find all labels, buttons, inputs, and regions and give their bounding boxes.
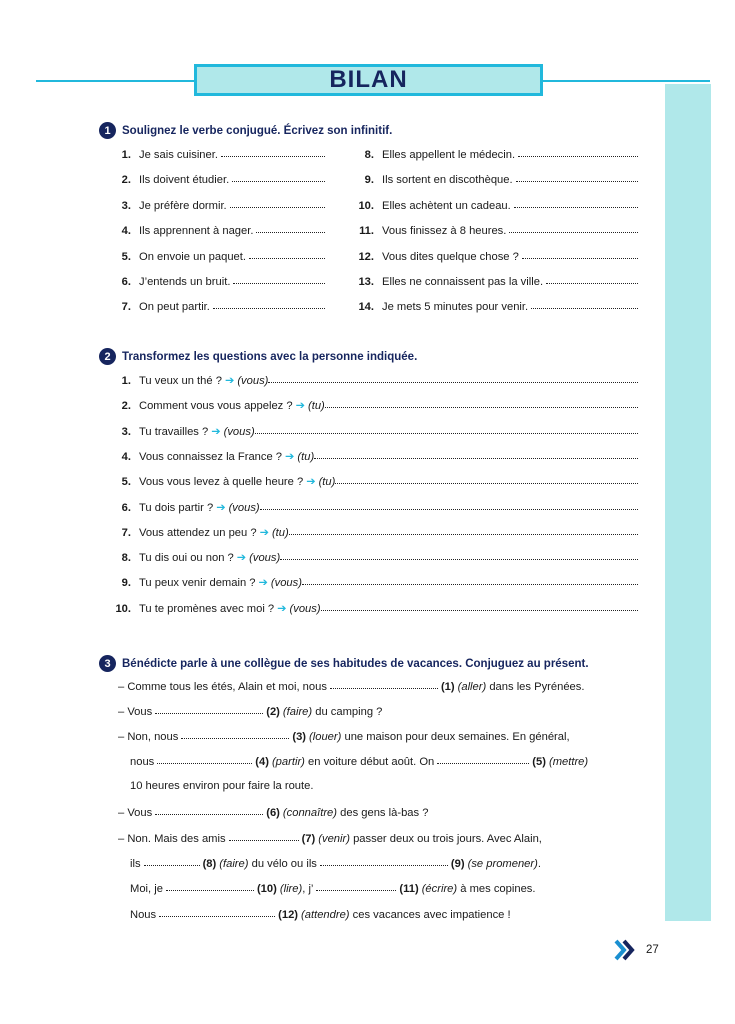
answer-line[interactable]: [518, 147, 638, 157]
dialogue-text: dans les Pyrénées.: [489, 681, 585, 693]
arrow-right-icon: ➔: [306, 476, 316, 489]
item-number: 12.: [358, 250, 374, 263]
exercise-1-item: [350, 224, 638, 237]
dialogue-text: , j’: [302, 883, 314, 895]
dialogue-text: – Vous: [118, 807, 153, 819]
exercise-2-item: [110, 602, 638, 615]
verb-hint: (venir): [318, 833, 350, 845]
item-number: 4.: [121, 225, 131, 238]
dialogue-text: Nous: [130, 909, 157, 921]
item-number: 8.: [121, 552, 131, 565]
header-rule-right: [543, 80, 710, 82]
exercise-2-item: [110, 576, 638, 589]
answer-line[interactable]: [325, 398, 638, 408]
answer-line[interactable]: [249, 249, 325, 259]
answer-line[interactable]: [289, 525, 638, 535]
blank-number: (2): [266, 706, 280, 718]
item-number: 10.: [358, 199, 374, 212]
item-number: 3.: [121, 199, 131, 212]
exercise-2-item: [110, 399, 638, 412]
exercise-instruction: Soulignez le verbe conjugué. Écrivez son infinitif.: [122, 124, 393, 137]
item-number: 9.: [121, 577, 131, 590]
exercise-instruction: Transformez les questions avec la personne indiquée.: [122, 350, 418, 363]
item-sentence: Je préfère dormir.: [139, 199, 227, 212]
answer-blank-4[interactable]: [157, 754, 252, 764]
arrow-right-icon: ➔: [259, 526, 269, 539]
exercise-1-item: [350, 148, 638, 161]
answer-blank-11[interactable]: [316, 881, 396, 891]
item-question: Tu travailles ?: [139, 425, 209, 438]
target-person: (tu): [271, 526, 289, 539]
dialogue-text: du vélo ou ils: [251, 858, 317, 870]
blank-number: (9): [450, 858, 465, 870]
item-sentence: On envoie un paquet.: [139, 250, 246, 263]
arrow-right-icon: ➔: [236, 552, 247, 565]
item-sentence: Ils apprennent à nager.: [139, 225, 254, 238]
verb-hint: (mettre): [548, 756, 589, 768]
item-number: 5.: [121, 476, 131, 489]
verb-hint: (faire): [219, 858, 249, 870]
exercise-2-item: [110, 425, 638, 438]
exercise-1-item: [350, 300, 638, 313]
answer-line[interactable]: [280, 550, 638, 560]
exercise-1-item: [350, 275, 638, 288]
dialogue-line-8: [130, 857, 541, 870]
target-person: (tu): [318, 476, 336, 489]
verb-hint: (attendre): [301, 909, 350, 921]
item-question: Comment vous vous appelez ?: [139, 400, 293, 413]
answer-line[interactable]: [268, 373, 638, 383]
dialogue-text: – Non, nous: [118, 731, 179, 743]
answer-blank-8[interactable]: [144, 856, 200, 866]
answer-blank-5[interactable]: [437, 754, 529, 764]
page-number: 27: [646, 944, 659, 956]
answer-blank-7[interactable]: [229, 831, 299, 841]
exercise-1-item: [110, 275, 325, 288]
verb-hint: (lire): [279, 883, 303, 895]
dialogue-text: ils: [130, 858, 141, 870]
dialogue-line-4: [130, 755, 588, 768]
exercise-3-heading: [99, 655, 589, 672]
blank-number: (11): [399, 883, 419, 895]
answer-line[interactable]: [522, 249, 638, 259]
dialogue-line-5: [130, 780, 313, 792]
dialogue-line-7: [118, 832, 542, 845]
item-number: 1.: [121, 149, 131, 161]
double-chevron-right-icon: [613, 939, 637, 961]
item-sentence: Vous dites quelque chose ?: [382, 250, 519, 263]
answer-line[interactable]: [516, 172, 638, 182]
arrow-right-icon: ➔: [216, 501, 226, 514]
blank-number: (8): [202, 858, 217, 870]
blank-number: (7): [301, 833, 316, 845]
item-question: Vous vous levez à quelle heure ?: [139, 476, 304, 489]
dialogue-text: nous: [130, 756, 155, 768]
answer-line[interactable]: [256, 223, 325, 233]
answer-line[interactable]: [255, 424, 638, 434]
answer-line[interactable]: [514, 198, 638, 208]
blank-number: (3): [292, 731, 307, 743]
verb-hint: (partir): [271, 756, 305, 768]
target-person: (tu): [307, 400, 325, 413]
item-question: Vous connaissez la France ?: [139, 450, 283, 463]
target-person: (vous): [289, 602, 321, 615]
exercise-1-item: [350, 173, 638, 186]
exercise-number-badge: 1: [99, 122, 116, 139]
dialogue-text: une maison pour deux semaines. En général,: [344, 731, 570, 743]
item-sentence: Elles achètent un cadeau.: [382, 199, 511, 212]
dialogue-text: du camping ?: [315, 706, 383, 718]
blank-number: (6): [266, 807, 280, 819]
item-number: 6.: [121, 501, 131, 514]
arrow-right-icon: ➔: [258, 577, 268, 590]
answer-blank-12[interactable]: [159, 907, 275, 917]
answer-line[interactable]: [221, 147, 325, 157]
dialogue-text: – Comme tous les étés, Alain et moi, nous: [118, 681, 327, 693]
exercise-1-item: [110, 224, 325, 237]
target-person: (vous): [249, 552, 281, 565]
dialogue-text: 10 heures environ pour faire la route.: [130, 780, 314, 792]
item-sentence: Ils doivent étudier.: [139, 174, 230, 187]
exercise-number-badge: 2: [99, 348, 116, 365]
side-band: [665, 84, 711, 921]
item-number: 2.: [121, 400, 131, 413]
verb-hint: (écrire): [421, 883, 458, 895]
exercise-1-item: [110, 300, 325, 313]
item-sentence: Vous finissez à 8 heures.: [382, 225, 507, 238]
item-question: Tu veux un thé ?: [139, 375, 222, 387]
answer-blank-9[interactable]: [320, 856, 448, 866]
item-sentence: Elles ne connaissent pas la ville.: [382, 276, 544, 288]
dialogue-line-2: [118, 705, 382, 718]
item-number: 9.: [364, 174, 374, 187]
dialogue-line-3: [118, 730, 570, 743]
item-sentence: Elles appellent le médecin.: [382, 149, 516, 161]
answer-blank-2[interactable]: [155, 704, 263, 714]
arrow-right-icon: ➔: [285, 450, 295, 463]
verb-hint: (louer): [309, 731, 342, 743]
verb-hint: (faire): [282, 706, 313, 718]
exercise-2-item: [110, 450, 638, 463]
answer-line[interactable]: [232, 172, 325, 182]
dialogue-text: – Vous: [118, 706, 153, 718]
exercise-instruction: Bénédicte parle à une collègue de ses habitudes de vacances. Conjuguez au présent.: [122, 657, 589, 670]
item-sentence: Je sais cuisiner.: [139, 149, 218, 161]
item-number: 3.: [121, 425, 131, 438]
dialogue-text: .: [537, 858, 541, 870]
exercise-1-item: [110, 173, 325, 186]
answer-line[interactable]: [230, 198, 325, 208]
exercise-number-badge: 3: [99, 655, 116, 672]
answer-blank-6[interactable]: [155, 805, 263, 815]
item-number: 4.: [121, 450, 131, 463]
blank-number: (12): [278, 909, 299, 921]
exercise-1-item: [350, 250, 638, 263]
item-number: 8.: [364, 149, 374, 161]
target-person: (vous): [270, 577, 302, 590]
exercise-1-item: [350, 199, 638, 212]
item-question: Tu dis oui ou non ?: [139, 552, 234, 565]
exercise-2-heading: [99, 348, 417, 365]
exercise-1-item: [110, 250, 325, 263]
header-rule-left: [36, 80, 194, 82]
item-question: Tu te promènes avec moi ?: [139, 602, 275, 615]
page-title: BILAN: [329, 66, 408, 93]
exercise-2-item: [110, 526, 638, 539]
answer-line[interactable]: [335, 474, 638, 484]
item-number: 13.: [358, 276, 374, 288]
item-question: Tu peux venir demain ?: [139, 577, 256, 590]
target-person: (vous): [223, 425, 255, 438]
verb-hint: (aller): [457, 681, 487, 693]
answer-line[interactable]: [321, 601, 638, 611]
item-number: 11.: [359, 225, 374, 238]
arrow-right-icon: ➔: [224, 375, 235, 387]
item-number: 14.: [358, 301, 374, 314]
answer-line[interactable]: [233, 274, 325, 284]
item-sentence: Je mets 5 minutes pour venir.: [382, 301, 529, 314]
answer-blank-10[interactable]: [166, 881, 254, 891]
arrow-right-icon: ➔: [295, 400, 305, 413]
verb-hint: (connaître): [282, 807, 338, 819]
dialogue-text: à mes copines.: [460, 883, 536, 895]
dialogue-line-10: [130, 908, 511, 921]
dialogue-text: – Non. Mais des amis: [118, 833, 226, 845]
blank-number: (10): [256, 883, 277, 895]
title-box: [194, 64, 543, 96]
item-sentence: On peut partir.: [139, 301, 210, 314]
answer-blank-3[interactable]: [181, 729, 289, 739]
verb-hint: (se promener): [467, 858, 538, 870]
target-person: (vous): [228, 501, 260, 514]
blank-number: (4): [255, 756, 269, 768]
exercise-1-item: [110, 199, 325, 212]
dialogue-line-9: [130, 882, 536, 895]
item-sentence: Ils sortent en discothèque.: [382, 174, 513, 187]
item-number: 7.: [121, 526, 131, 539]
answer-line[interactable]: [546, 274, 638, 284]
exercise-2-item: [110, 501, 638, 514]
item-number: 10.: [115, 602, 131, 615]
answer-line[interactable]: [509, 223, 638, 233]
item-number: 2.: [121, 174, 131, 187]
answer-line[interactable]: [302, 575, 638, 585]
exercise-2-item: [110, 551, 638, 564]
dialogue-text: des gens là-bas ?: [340, 807, 429, 819]
answer-line[interactable]: [213, 299, 325, 309]
item-number: 6.: [121, 276, 131, 288]
item-number: 7.: [121, 301, 131, 314]
dialogue-text: Moi, je: [130, 883, 163, 895]
answer-blank-1[interactable]: [330, 679, 438, 689]
answer-line[interactable]: [531, 299, 638, 309]
item-question: Tu dois partir ?: [139, 501, 214, 514]
dialogue-line-1: [118, 680, 584, 693]
dialogue-text: ces vacances avec impatience !: [352, 909, 511, 921]
exercise-1-heading: [99, 122, 392, 139]
target-person: (vous): [237, 375, 269, 387]
blank-number: (5): [532, 756, 546, 768]
target-person: (tu): [297, 450, 315, 463]
dialogue-text: en voiture début août. On: [308, 756, 435, 768]
answer-line[interactable]: [314, 449, 638, 459]
answer-line[interactable]: [260, 500, 638, 510]
arrow-right-icon: ➔: [277, 602, 287, 615]
exercise-2-item: [110, 374, 638, 387]
dialogue-line-6: [118, 806, 428, 819]
exercise-1-item: [110, 148, 325, 161]
item-sentence: J’entends un bruit.: [139, 276, 231, 288]
arrow-right-icon: ➔: [211, 425, 221, 438]
item-number: 1.: [121, 375, 131, 387]
item-question: Vous attendez un peu ?: [139, 526, 257, 539]
item-number: 5.: [121, 250, 131, 263]
blank-number: (1): [440, 681, 455, 693]
exercise-2-item: [110, 475, 638, 488]
dialogue-text: passer deux ou trois jours. Avec Alain,: [353, 833, 542, 845]
